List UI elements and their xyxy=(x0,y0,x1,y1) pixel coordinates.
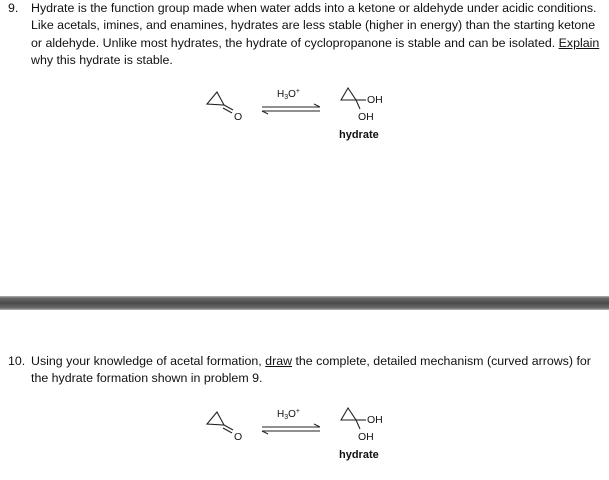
condition-o: O xyxy=(288,89,296,100)
equilibrium-arrows xyxy=(262,424,320,434)
explain-emphasis: Explain xyxy=(558,35,600,50)
equilibrium-arrows xyxy=(262,104,320,114)
cyclopropane-ring xyxy=(207,92,224,105)
cyclopropane-ring xyxy=(341,88,356,100)
condition-h: H xyxy=(277,409,285,420)
reaction-scheme-10 xyxy=(0,398,609,478)
hydroxyl-label: OH xyxy=(367,94,383,106)
reaction-condition xyxy=(277,406,300,424)
cyclopropane-ring xyxy=(207,412,224,425)
hydroxyl-label: OH xyxy=(358,111,374,123)
question-9-line: Like acetals, imines, and enamines, hydrates are less stable (higher in energy) than the starting ketone xyxy=(31,18,596,33)
oh-bond xyxy=(356,420,360,429)
condition-o: O xyxy=(288,409,296,420)
carbonyl-oxygen-label: O xyxy=(234,431,243,443)
question-9-text xyxy=(31,0,605,70)
question-9-line: Hydrate is the function group made when water adds into a ketone or aldehyde under acidic conditions. xyxy=(31,1,597,15)
carbonyl-oxygen-label: O xyxy=(234,111,243,123)
hydrate-label: hydrate xyxy=(339,449,379,461)
question-10-text-segment: the complete, detailed mechanism (curved arrows) for xyxy=(292,354,591,368)
condition-h: H xyxy=(277,89,285,100)
hydroxyl-label: OH xyxy=(367,414,383,426)
question-10-text xyxy=(31,353,605,388)
cyclopropanone-structure xyxy=(207,92,233,113)
condition-superscript: + xyxy=(295,408,301,415)
question-10-line xyxy=(31,353,605,370)
question-10-text-segment: Using your knowledge of acetal formation, xyxy=(31,354,266,368)
question-9-line: why this hydrate is stable. xyxy=(31,53,173,68)
reaction-scheme-9 xyxy=(0,78,609,158)
question-10-line: the hydrate formation shown in problem 9. xyxy=(31,371,263,386)
hydrate-label: hydrate xyxy=(339,129,379,141)
reaction-drawing xyxy=(0,78,609,158)
condition-subscript: 3 xyxy=(284,94,289,101)
question-9-number: 9. xyxy=(8,1,19,15)
hydrate-structure xyxy=(341,408,366,429)
cyclopropanone-structure xyxy=(207,412,233,433)
oh-bond xyxy=(356,100,360,109)
question-9-line xyxy=(31,35,605,52)
question-10-number: 10. xyxy=(8,354,26,368)
question-9-text-segment: or aldehyde. Unlike most hydrates, the hydrate of cyclopropanone is stable and can be isolated. xyxy=(31,35,559,50)
cyclopropane-ring xyxy=(341,408,356,420)
condition-subscript: 3 xyxy=(284,414,289,421)
reaction-drawing xyxy=(0,398,609,478)
hydrate-structure xyxy=(341,88,366,109)
reaction-condition xyxy=(277,86,300,104)
draw-emphasis: draw xyxy=(265,354,293,368)
condition-superscript: + xyxy=(295,88,301,95)
section-divider xyxy=(0,296,609,310)
hydroxyl-label: OH xyxy=(358,431,374,443)
